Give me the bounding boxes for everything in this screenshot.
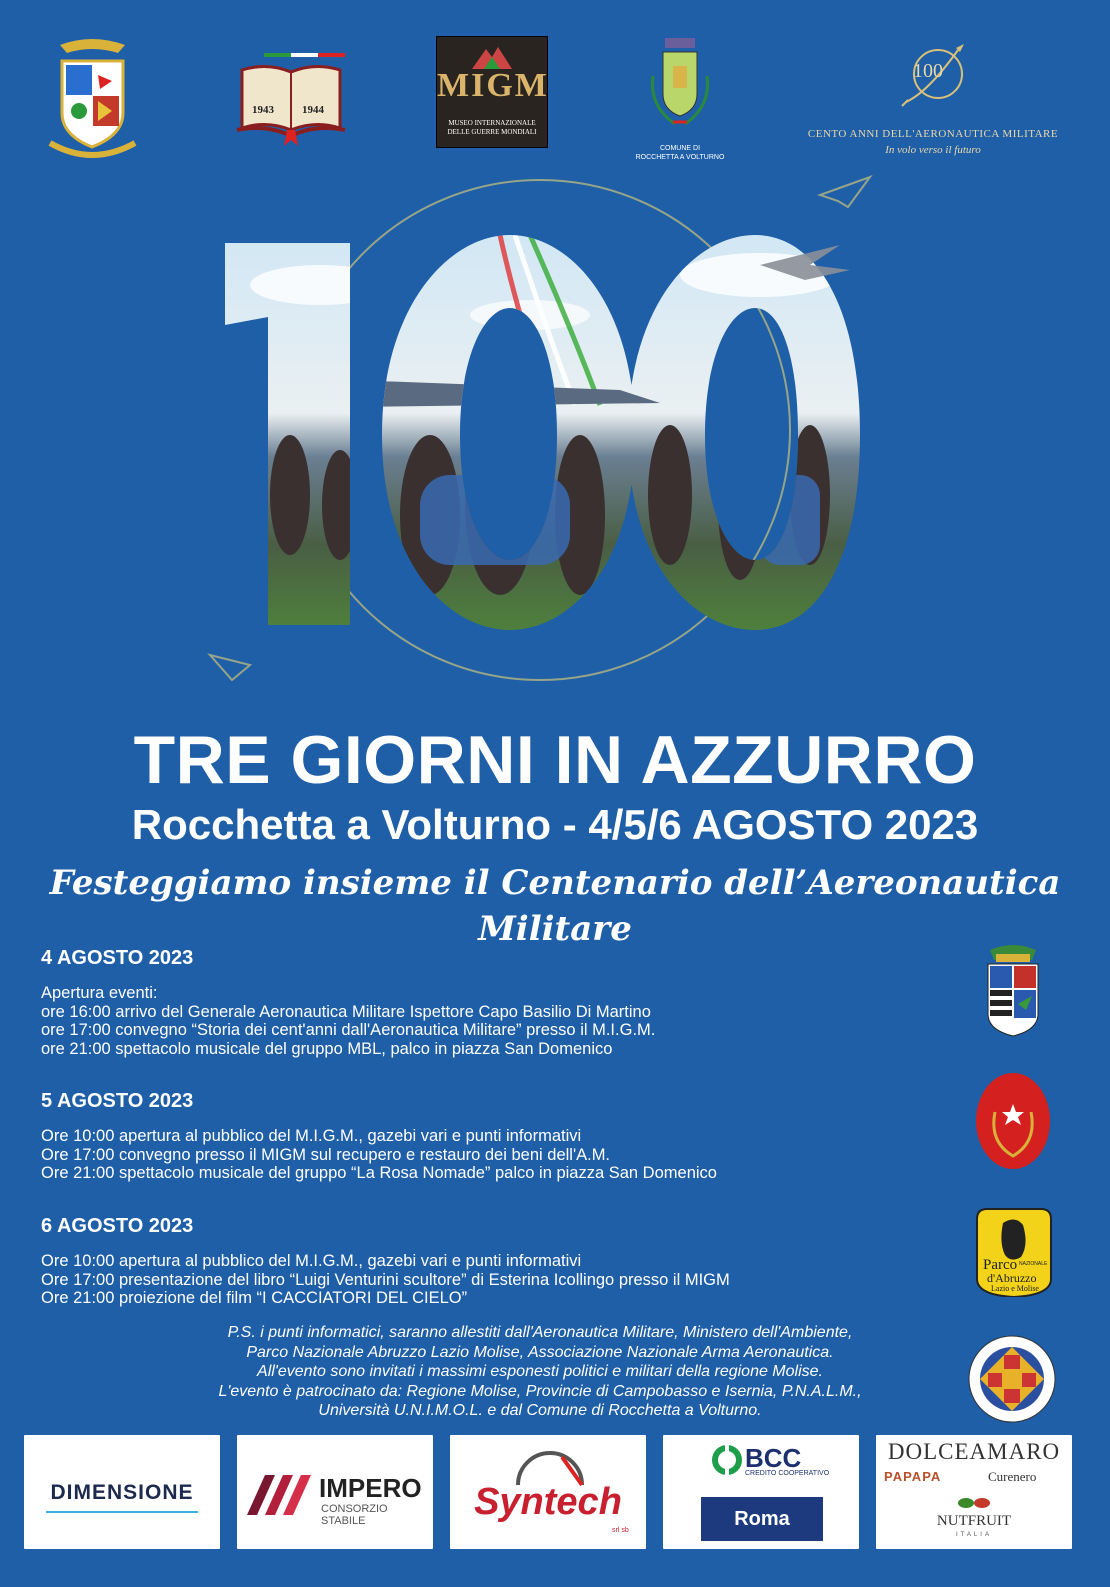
ps-line: L'evento è patrocinato da: Regione Molise, Provincie di Campobasso e Isernia, P.N.A.L.M., bbox=[218, 1382, 862, 1400]
regione-molise-crest-logo bbox=[982, 944, 1044, 1038]
year-left: 1943 bbox=[252, 104, 274, 116]
migm-subtitle: MUSEO INTERNAZIONALE DELLE GUERRE MONDIALI bbox=[447, 119, 537, 136]
dolceamaro-wordmark: DOLCEAMARO bbox=[887, 1439, 1061, 1464]
centenario-title: CENTO ANNI DELL'AERONAUTICA MILITARE bbox=[807, 128, 1059, 140]
ps-line: Parco Nazionale Abruzzo Lazio Molise, Associazione Nazionale Arma Aeronautica. bbox=[246, 1343, 834, 1361]
sponsor-bcc-roma bbox=[663, 1435, 859, 1549]
bcc-wordmark: BCC bbox=[745, 1443, 802, 1473]
migm-title: MIGM bbox=[437, 67, 549, 104]
migm-logo bbox=[436, 36, 548, 148]
centenario-mark: 100 bbox=[913, 60, 943, 82]
day-schedule-2 bbox=[41, 1089, 941, 1183]
ps-note bbox=[90, 1323, 990, 1421]
schedule-line: Apertura eventi: bbox=[41, 984, 158, 1002]
day-date: 4 AGOSTO 2023 bbox=[41, 947, 194, 969]
comune-caption-1: COMUNE DI bbox=[659, 145, 701, 152]
book-1943-1944-logo bbox=[232, 50, 350, 160]
event-subtitle: Rocchetta a Volturno - 4/5/6 AGOSTO 2023 bbox=[131, 801, 979, 848]
impero-wordmark: IMPERO bbox=[319, 1473, 422, 1503]
day-date: 5 AGOSTO 2023 bbox=[41, 1090, 194, 1112]
ps-line: Università U.N.I.M.O.L. e dal Comune di Rocchetta a Volturno. bbox=[318, 1402, 762, 1419]
day-schedule-1 bbox=[41, 946, 941, 1058]
comune-rocchetta-logo bbox=[620, 36, 740, 166]
dimensione-underline bbox=[46, 1511, 198, 1513]
sponsor-dolceamaro bbox=[876, 1435, 1072, 1549]
dimensione-wordmark: DIMENSIONE bbox=[50, 1481, 194, 1504]
header-logos bbox=[0, 30, 1110, 170]
schedule-line: Ore 10:00 apertura al pubblico del M.I.G.M., gazebi vari e punti informativi bbox=[41, 1252, 582, 1270]
schedule-line: Ore 17:00 presentazione del libro “Luigi Venturini scultore” di Esterina Icollingo presso il MIGM bbox=[41, 1270, 730, 1289]
schedule-line: Ore 10:00 apertura al pubblico del M.I.G.M., gazebi vari e punti informativi bbox=[41, 1127, 582, 1145]
year-right: 1944 bbox=[302, 104, 324, 116]
ps-line: All'evento sono invitati i massimi esponesti politici e militari della regione Molise. bbox=[257, 1363, 823, 1380]
centenario-motto: In volo verso il futuro bbox=[885, 144, 981, 156]
provincia-red-crest-logo bbox=[975, 1072, 1051, 1170]
schedule-line: ore 16:00 arrivo del Generale Aeronautica Militare Ispettore Capo Basilio Di Martino bbox=[41, 1002, 651, 1021]
unimol-seal-logo bbox=[968, 1335, 1056, 1423]
ps-line: P.S. i punti informatici, saranno allestiti dall'Aeronautica Militare, Ministero dell'Ambiente, bbox=[227, 1324, 853, 1341]
schedule-line: Ore 17:00 convegno presso il MIGM sul recupero e restauro dei beni dell'A.M. bbox=[41, 1145, 611, 1164]
nutfruit-subtitle: ITALIA bbox=[956, 1532, 992, 1538]
schedule-line: Ore 21:00 spettacolo musicale del gruppo “La Rosa Nomade” palco in piazza San Domenico bbox=[41, 1164, 717, 1182]
event-title: TRE GIORNI IN AZZURRO bbox=[133, 722, 977, 798]
hero-100-illustration bbox=[200, 175, 900, 695]
parco-abruzzo: d'Abruzzo bbox=[987, 1271, 1037, 1285]
syntech-wordmark: Syntech bbox=[474, 1481, 622, 1523]
aeronautica-crest-logo bbox=[40, 35, 145, 165]
parco-abruzzo-logo bbox=[975, 1205, 1053, 1297]
day-schedule-3 bbox=[41, 1214, 941, 1308]
papapa-wordmark: PAPAPA bbox=[884, 1469, 942, 1484]
day-date: 6 AGOSTO 2023 bbox=[41, 1215, 194, 1237]
bcc-city: Roma bbox=[701, 1497, 823, 1541]
bcc-subtitle: CREDITO COOPERATIVO bbox=[745, 1470, 830, 1477]
impero-subtitle: CONSORZIO STABILE bbox=[321, 1503, 388, 1527]
event-tagline: Festeggiamo insieme il Centenario dell’Aereonautica Militare bbox=[49, 863, 1061, 949]
syntech-subtitle: srl sb bbox=[612, 1527, 629, 1534]
schedule-line: ore 17:00 convegno “Storia dei cent'anni dall'Aeronautica Militare” presso il M.I.G.M. bbox=[41, 1021, 656, 1039]
parco-label: Parco bbox=[983, 1257, 1018, 1273]
nutfruit-wordmark: NUTFRUIT bbox=[936, 1513, 1012, 1529]
schedule-line: ore 21:00 spettacolo musicale del gruppo MBL, palco in piazza San Domenico bbox=[41, 1039, 613, 1058]
parco-nazionale: NAZIONALE bbox=[1019, 1261, 1048, 1267]
sponsor-syntech bbox=[450, 1435, 646, 1549]
parco-lazio-molise: Lazio e Molise bbox=[991, 1284, 1039, 1293]
centenario-logo bbox=[803, 40, 1063, 160]
curenero-wordmark: Curenero bbox=[988, 1469, 1037, 1484]
comune-caption-2: ROCCHETTA A VOLTURNO bbox=[635, 154, 725, 161]
sponsor-dimensione bbox=[24, 1435, 220, 1549]
schedule-line: Ore 21:00 proiezione del film “I CACCIATORI DEL CIELO” bbox=[41, 1289, 468, 1307]
sponsor-impero bbox=[237, 1435, 433, 1549]
